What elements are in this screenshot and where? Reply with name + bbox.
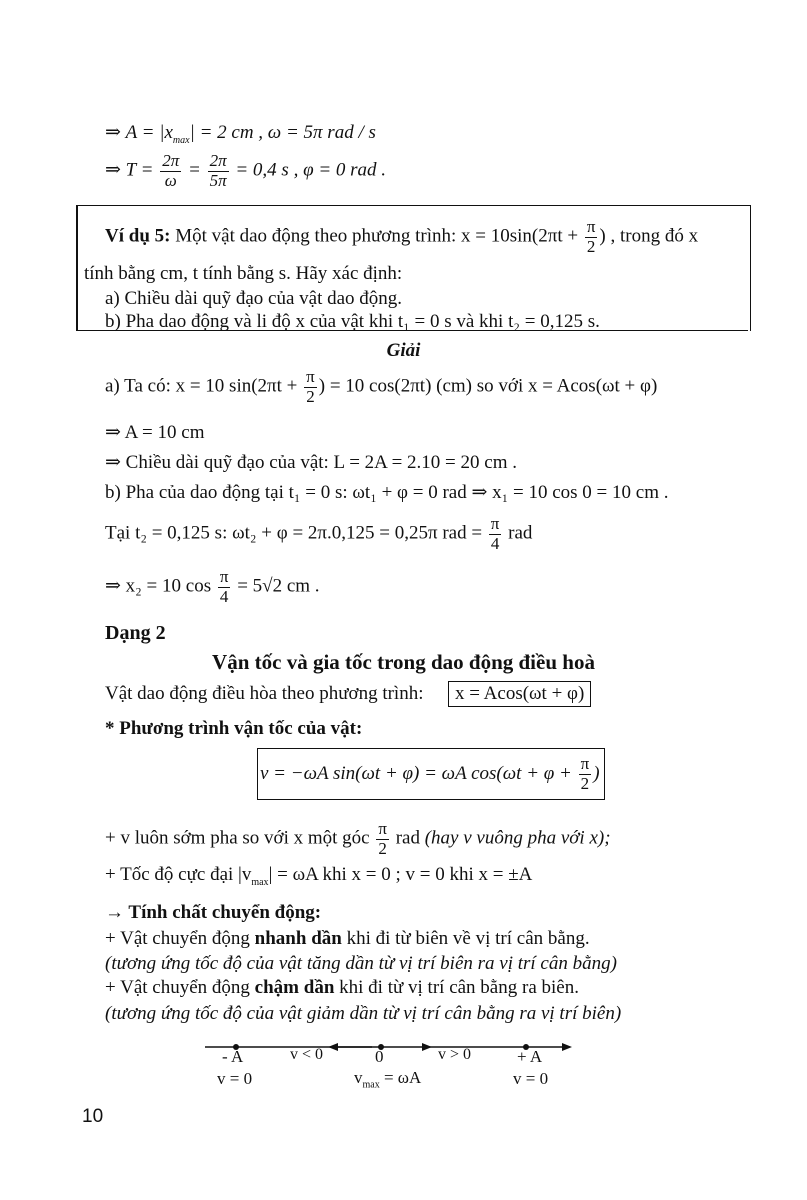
section-label: Dạng 2 [105,622,166,644]
motion-title: → Tính chất chuyển động: [105,902,322,923]
solution-length: ⇒ Chiều dài quỹ đạo của vật: L = 2A = 2.10 = 20 cm . [105,452,517,473]
diagram-center-v: $v_{max} = \omega A$ [354,1068,422,1091]
motion-accelerating-note: (tương ứng tốc độ của vật tăng dần từ vị trí biên ra vị trí cân bằng) [105,953,617,974]
diagram-vneg-label: v < 0 [290,1046,324,1063]
example-question-b: b) Pha dao động và li độ x của vật khi t₁ = 0 s và khi t₂ = 0,125 s. [105,311,600,332]
solution-amplitude: ⇒ A = 10 cm [105,422,205,443]
solution-a-line: a) Ta có: x = 10 sin(2πt + $\frac{\pi}{2}$ ) = 10 cos(2πt) (cm) so với x = Acos(ωt + φ) [105,367,658,406]
result-period: ⇒ T = $\frac{2\pi}{\omega}$ = $\frac{2\pi}{5\pi}$ = 0,4 s , φ = 0 rad . [105,151,387,190]
page-number: 10 [82,1106,104,1127]
diagram-zero-label: 0 [375,1047,384,1066]
example-label: Ví dụ 5: [105,225,171,247]
diagram-right-v: v = 0 [513,1069,549,1088]
equation-box: x = Acos(ωt + φ) [448,681,591,707]
solution-x2-line: ⇒ x₂ = 10 cos $\frac{\pi}{4}$ = 5√2 cm . [105,567,320,606]
diagram-right-label: + A [517,1047,543,1066]
example-question-a: a) Chiều dài quỹ đạo của vật dao động. [105,288,403,309]
section-heading: Vận tốc và gia tốc trong dao động điều hoà [212,650,595,674]
solution-t2-line: Tại t₂ = 0,125 s: ωt₂ + φ = 2π.0,125 = 0,25π rad = $\frac{\pi}{4}$ rad [105,514,533,553]
motion-decelerating-note: (tương ứng tốc độ của vật giảm dần từ vị trí cân bằng ra vị trí biên) [105,1003,622,1024]
solution-b-line: b) Pha của dao động tại t₁ = 0 s: ωt₁ + φ = 0 rad ⇒ x₁ = 10 cos 0 = 10 cm . [105,482,669,503]
pos-arrow-icon [422,1043,432,1051]
point-phase: + v luôn sớm pha so với x một góc $\frac{\pi}{2}$ rad (hay v vuông pha với x); [105,819,611,858]
diagram-vpos-label: v > 0 [438,1046,472,1063]
velocity-equation: v = −ωA sin(ωt + φ) = ωA cos(ωt + φ + $\frac{\pi}{2}$ ) [257,748,605,800]
axis-right-arrow-icon [562,1043,572,1051]
motion-accelerating: + Vật chuyển động nhanh dần khi đi từ biên về vị trí cân bằng. [105,928,590,949]
velocity-title: * Phương trình vận tốc của vật: [105,718,363,739]
diagram-left-label: - A [222,1047,244,1066]
equation-intro: Vật dao động điều hòa theo phương trình: [105,683,424,704]
example-line-2: tính bằng cm, t tính bằng s. Hãy xác định: [84,263,403,284]
solution-title: Giải [386,340,421,361]
diagram-left-v: v = 0 [217,1069,253,1088]
point-max-speed: + Tốc độ cực đại $|v_{max}| = \omega A$ khi x = 0 ; v = 0 khi x = ±A [105,864,533,888]
example-line-1: Ví dụ 5: Một vật dao động theo phương trình: x = 10sin(2πt + $\frac{\pi}{2}$ ) , trong đó x [105,217,699,256]
motion-decelerating: + Vật chuyển động chậm dần khi đi từ vị trí cân bằng ra biên. [105,977,579,998]
result-amplitude: ⇒ $A = |x_{max}| = 2$ cm , ω = 5π rad / s [105,122,376,146]
